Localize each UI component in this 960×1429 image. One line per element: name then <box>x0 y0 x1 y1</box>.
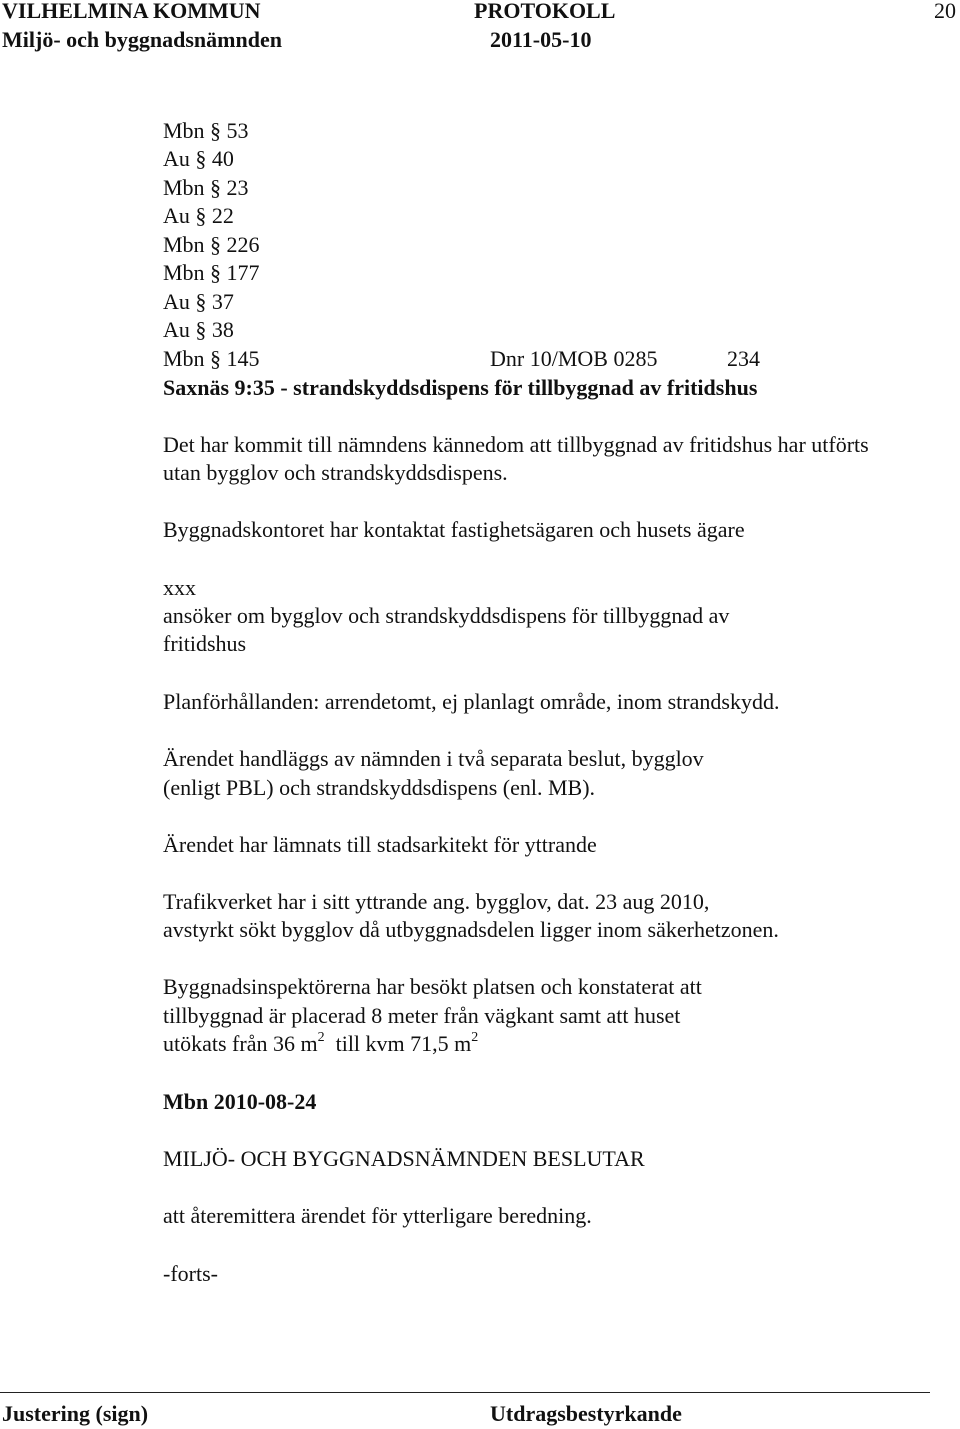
meeting-reference: Mbn 2010-08-24 <box>163 1089 317 1114</box>
reference-line: Mbn § 177 <box>163 260 260 285</box>
area-after: till kvm 71,5 m <box>324 1031 472 1056</box>
signature-rule <box>0 1392 930 1393</box>
page-number: 20 <box>934 0 956 23</box>
body-text: Ärendet har lämnats till stadsarkitekt för yttrande <box>163 832 597 857</box>
body-text: avstyrkt sökt bygglov då utbyggnadsdelen ligger inom säkerhetzonen. <box>163 917 779 942</box>
body-text: fritidshus <box>163 631 247 656</box>
body-text: ansöker om bygglov och strandskyddsdispens för tillbyggnad av <box>163 603 730 628</box>
area-before: utökats från 36 m <box>163 1031 318 1056</box>
reference-line: Au § 37 <box>163 289 234 314</box>
body-text: utan bygglov och strandskyddsdispens. <box>163 460 508 485</box>
reference-line: Mbn § 53 <box>163 118 249 143</box>
committee-name: Miljö- och byggnadsnämnden <box>2 27 282 52</box>
certification-label: Utdragsbestyrkande <box>490 1401 682 1426</box>
paragraph-number: 234 <box>727 346 760 371</box>
decision-text: att återemittera ärendet för ytterligare beredning. <box>163 1203 592 1228</box>
body-text: tillbyggnad är placerad 8 meter från vägkant samt att huset <box>163 1003 681 1028</box>
body-text: xxx <box>163 575 196 600</box>
body-text: Byggnadsinspektörerna har besökt platsen och konstaterat att <box>163 974 702 999</box>
body-text: Ärendet handläggs av nämnden i två separata beslut, bygglov <box>163 746 704 771</box>
case-number: Dnr 10/MOB 0285 <box>490 346 658 371</box>
decision-heading: MILJÖ- OCH BYGGNADSNÄMNDEN BESLUTAR <box>163 1146 645 1171</box>
reference-line: Au § 38 <box>163 317 234 342</box>
body-text: Trafikverket har i sitt yttrande ang. bygglov, dat. 23 aug 2010, <box>163 889 710 914</box>
reference-line: Mbn § 145 <box>163 346 260 371</box>
case-title: Saxnäs 9:35 - strandskyddsdispens för tillbyggnad av fritidshus <box>163 375 758 400</box>
doc-type: PROTOKOLL <box>474 0 616 23</box>
body-text: Byggnadskontoret har kontaktat fastighetsägaren och husets ägare <box>163 517 745 542</box>
org-name: VILHELMINA KOMMUN <box>2 0 261 23</box>
superscript: 2 <box>471 1029 479 1045</box>
superscript: 2 <box>317 1029 325 1045</box>
reference-line: Mbn § 23 <box>163 175 249 200</box>
body-text: Det har kommit till nämndens kännedom att tillbyggnad av fritidshus har utförts <box>163 432 869 457</box>
signature-label: Justering (sign) <box>2 1401 149 1426</box>
body-text: Planförhållanden: arrendetomt, ej planlagt område, inom strandskydd. <box>163 689 780 714</box>
reference-line: Mbn § 226 <box>163 232 260 257</box>
body-text-area <box>163 1030 478 1058</box>
protocol-date: 2011-05-10 <box>490 27 592 52</box>
reference-line: Au § 22 <box>163 203 234 228</box>
continued-marker: -forts- <box>163 1261 218 1286</box>
reference-line: Au § 40 <box>163 146 234 171</box>
body-text: (enligt PBL) och strandskyddsdispens (enl. MB). <box>163 775 596 800</box>
